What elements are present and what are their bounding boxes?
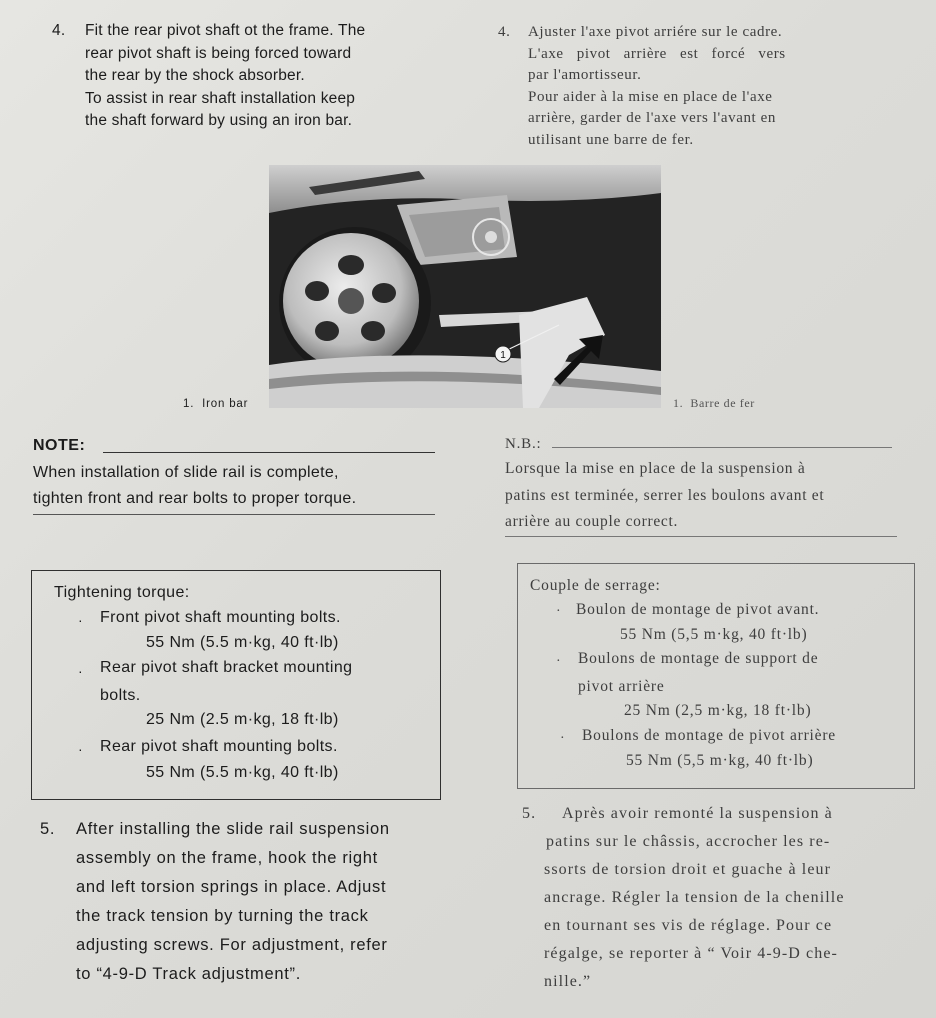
step5-en-line: the track tension by turning the track [76,907,369,925]
note-bottom-rule-en [33,514,435,515]
torque-item-label-fr: Boulon de montage de pivot avant. [576,601,820,618]
torque-item-label-fr: pivot arrière [578,678,665,695]
note-en-line: tighten front and rear bolts to proper torque. [33,490,357,507]
note-bottom-rule-fr [505,536,897,537]
note-title-fr: N.B.: [505,436,542,452]
step5-en-number: 5. [40,820,56,838]
figure-caption-fr: 1. Barre de fer [673,396,755,410]
torque-bullet-en: · [78,663,83,679]
torque-box-en [31,570,441,800]
step5-en-line: adjusting screws. For adjustment, refer [76,936,388,954]
torque-item-label-en: Rear pivot shaft mounting bolts. [100,738,338,755]
step4-fr-line: par l'amortisseur. [528,67,642,83]
step5-en-line: and left torsion springs in place. Adjust [76,878,387,896]
torque-item-label-en: Front pivot shaft mounting bolts. [100,609,341,626]
step4-fr-line: Ajuster l'axe pivot arriére sur le cadre. [528,24,783,40]
torque-bullet-fr: · [556,604,561,619]
note-fr-line: patins est terminée, serrer les boulons avant et [505,486,825,504]
torque-bullet-fr: · [556,654,561,669]
step5-fr-line: en tournant ses vis de réglage. Pour ce [544,917,833,934]
note-title-rule-en [103,452,435,453]
torque-item-value-fr: 25 Nm (2,5 m·kg, 18 ft·lb) [624,702,812,719]
step5-fr-line: patins sur le châssis, accrocher les re- [546,833,831,850]
step4-fr-line: Pour aider à la mise en place de l'axe [528,88,773,105]
figure-caption-en: 1. Iron bar [183,398,249,410]
torque-item-value-en: 25 Nm (2.5 m·kg, 18 ft·lb) [146,711,339,728]
torque-box-fr [517,563,915,789]
note-title-en: NOTE: [33,437,86,454]
step4-fr-number: 4. [498,24,511,40]
torque-title-fr: Couple de serrage: [530,577,661,594]
step4-fr-block [498,22,786,151]
step5-fr-line: nille.” [544,973,592,990]
step5-fr-line: ssorts de torsion droit et guache à leur [544,861,832,878]
torque-item-value-fr: 55 Nm (5,5 m·kg, 40 ft·lb) [620,626,808,643]
torque-bullet-en: · [78,741,83,757]
torque-item-value-fr: 55 Nm (5,5 m·kg, 40 ft·lb) [626,752,814,769]
step5-fr-number: 5. [522,805,537,822]
torque-title-en: Tightening torque: [54,584,190,601]
step4-fr-line: arrière, garder de l'axe vers l'avant en [528,110,777,126]
torque-item-label-fr: Boulons de montage de pivot arrière [582,727,836,744]
torque-bullet-en: · [78,612,83,628]
photo-callout-label: 1 [500,350,506,361]
step4-en-line: To assist in rear shaft installation keep [85,89,356,107]
torque-item-value-en: 55 Nm (5.5 m·kg, 40 ft·lb) [146,634,339,651]
step5-fr-line: ancrage. Régler la tension de la chenille [544,889,845,906]
note-body-fr [505,456,824,536]
step5-en-line: After installing the slide rail suspension [76,820,390,838]
step5-fr-block [522,800,845,996]
note-title-rule-fr [552,447,892,448]
note-en-line: When installation of slide rail is complete, [33,464,339,481]
rear-pivot-photo-illustration [269,165,661,408]
note-body-en [33,460,356,512]
step5-en-line: assembly on the frame, hook the right [76,849,378,867]
step5-en-block [40,815,390,989]
step4-en-block [52,20,365,133]
step4-en-line: the rear by the shock absorber. [85,67,305,84]
step5-fr-line: Après avoir remonté la suspension à [562,805,833,822]
torque-bullet-fr: · [560,731,565,746]
step4-fr-line: utilisant une barre de fer. [528,131,694,148]
note-fr-line: arrière au couple correct. [505,513,679,530]
step5-fr-line: régalge, se reporter à “ Voir 4-9-D che- [544,945,838,962]
note-fr-line: Lorsque la mise en place de la suspension à [505,460,806,477]
step4-en-number: 4. [52,22,66,39]
torque-item-label-en: bolts. [100,687,141,704]
step5-en-line: to “4-9-D Track adjustment”. [76,965,301,983]
step4-en-line: Fit the rear pivot shaft ot the frame. The [85,22,366,39]
step4-en-line: rear pivot shaft is being forced toward [85,44,352,62]
rear-pivot-photo [269,165,661,408]
torque-item-value-en: 55 Nm (5.5 m·kg, 40 ft·lb) [146,764,339,781]
torque-item-label-en: Rear pivot shaft bracket mounting [100,659,353,676]
step4-fr-line: L'axe pivot arrière est forcé vers [528,45,786,62]
torque-item-label-fr: Boulons de montage de support de [578,650,819,667]
step4-en-line: the shaft forward by using an iron bar. [85,112,353,129]
